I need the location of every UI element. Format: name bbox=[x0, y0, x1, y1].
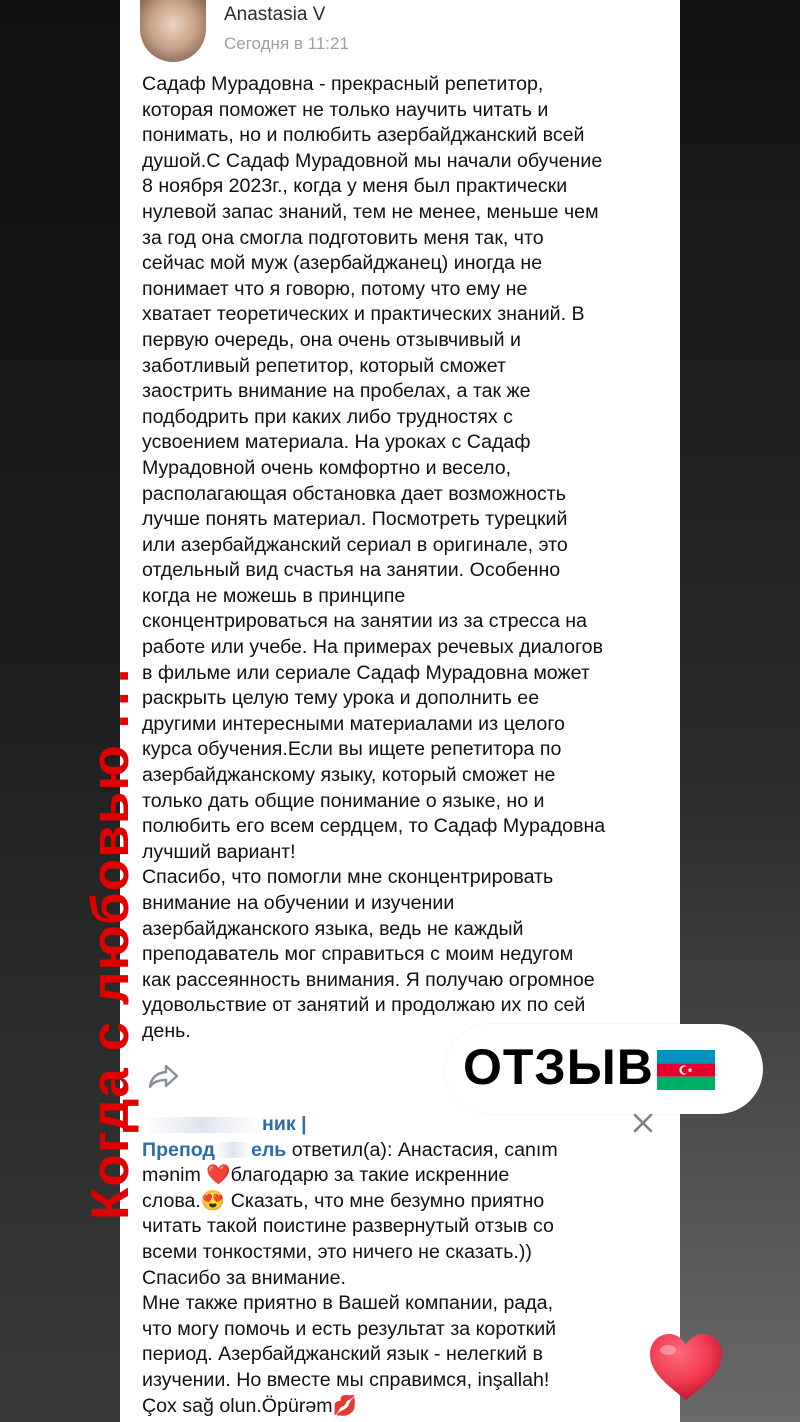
reply-name-tail[interactable]: ник | bbox=[262, 1113, 307, 1135]
reply-block bbox=[142, 1112, 642, 1419]
reply-header bbox=[142, 1138, 642, 1164]
author-name[interactable]: Anastasia V bbox=[224, 4, 326, 25]
reply-name-redaction-2 bbox=[215, 1142, 251, 1158]
avatar[interactable] bbox=[140, 0, 206, 62]
share-icon[interactable] bbox=[148, 1062, 180, 1090]
reply-author-line bbox=[142, 1112, 642, 1138]
reply-author-end[interactable]: ель bbox=[250, 1138, 287, 1161]
right-background bbox=[680, 0, 800, 1422]
reply-line2-end: благодарю за такие искренние bbox=[230, 1164, 510, 1187]
close-icon[interactable] bbox=[632, 1112, 654, 1134]
reply-action: ответил(а): Анастасия, canım bbox=[286, 1138, 558, 1161]
caption-dots: ... bbox=[81, 660, 140, 729]
reply-name-redaction bbox=[142, 1117, 262, 1133]
heart-emoji-icon: ❤️ bbox=[206, 1164, 231, 1187]
review-sticker bbox=[445, 1024, 763, 1114]
post-time: Сегодня в 11:21 bbox=[224, 34, 349, 53]
review-card bbox=[120, 0, 680, 1422]
vertical-caption bbox=[80, 660, 141, 1220]
reply-text: слова.😍 Сказать, что мне безумно приятно читать такой поистине развернутый отзыв со всеми тонкостями, это ничего не сказать.)) Спасибо за внимание. Мне также приятно в Вашей компании, рада, что могу помочь и есть результат за короткий период. Азербайджанский язык - нелегкий в изучении. Но вместе мы справимся, inşallah! Çox sağ olun.Öpürəm💋 bbox=[142, 1189, 557, 1417]
reply-line-2 bbox=[142, 1163, 642, 1189]
reply-author-start[interactable]: Препод bbox=[142, 1138, 215, 1161]
azerbaijan-flag-icon bbox=[657, 1050, 715, 1090]
sticker-text: ОТЗЫВ bbox=[463, 1039, 654, 1095]
caption-text: Когда с любовью bbox=[81, 744, 140, 1220]
review-text: Садаф Мурадовна - прекрасный репетитор, которая поможет не только научить читать и понимать, но и полюбить азербайджанский всей душой.С Садаф Мурадовной мы начали обучение 8 ноября 2023г., когда у меня был практически нулевой запас знаний, тем не менее, меньше чем за год она смогла подготовить меня так, что сейчас мой муж (азербайджанец) иногда не понимает что я говорю, потому что ему не хватает теоретических и практических знаний. В первую очередь, она очень отзывчивый и заботливый репетитор, который сможет заострить внимание на пробелах, а так же подбодрить при каких либо трудностях с усвоением материала. На уроках с Садаф Мурадовной очень комфортно и весело, располагающая обстановка дает возможность лучше понять материал. Посмотреть турецкий или азербайджанский сериал в оригинале, это отдельный вид счастья на занятии. Особенно когда не можешь в принципе сконцентрироваться на занятии из за стресса на работе или учебе. На примерах речевых диалогов в фильме или сериале Садаф Мурадовна может раскрыть целую тему урока и дополнить ее другими интересными материалами из целого курса обучения.Если вы ищете репетитора по азербайджанскому языку, который сможет не только дать общие понимание о языке, но и полюбить его всем сердцем, то Садаф Мурадовна лучший вариант! Спасибо, что помогли мне сконцентрировать внимание на обучении и изучении азербайджанского языка, ведь не каждый преподаватель мог справиться с моим недугом как рассеянность внимания. Я получаю огромное удовольствие от занятий и продолжаю их по сей день. bbox=[142, 73, 606, 1042]
heart-icon bbox=[648, 1332, 724, 1404]
reply-line2-start: mənim bbox=[142, 1164, 207, 1187]
